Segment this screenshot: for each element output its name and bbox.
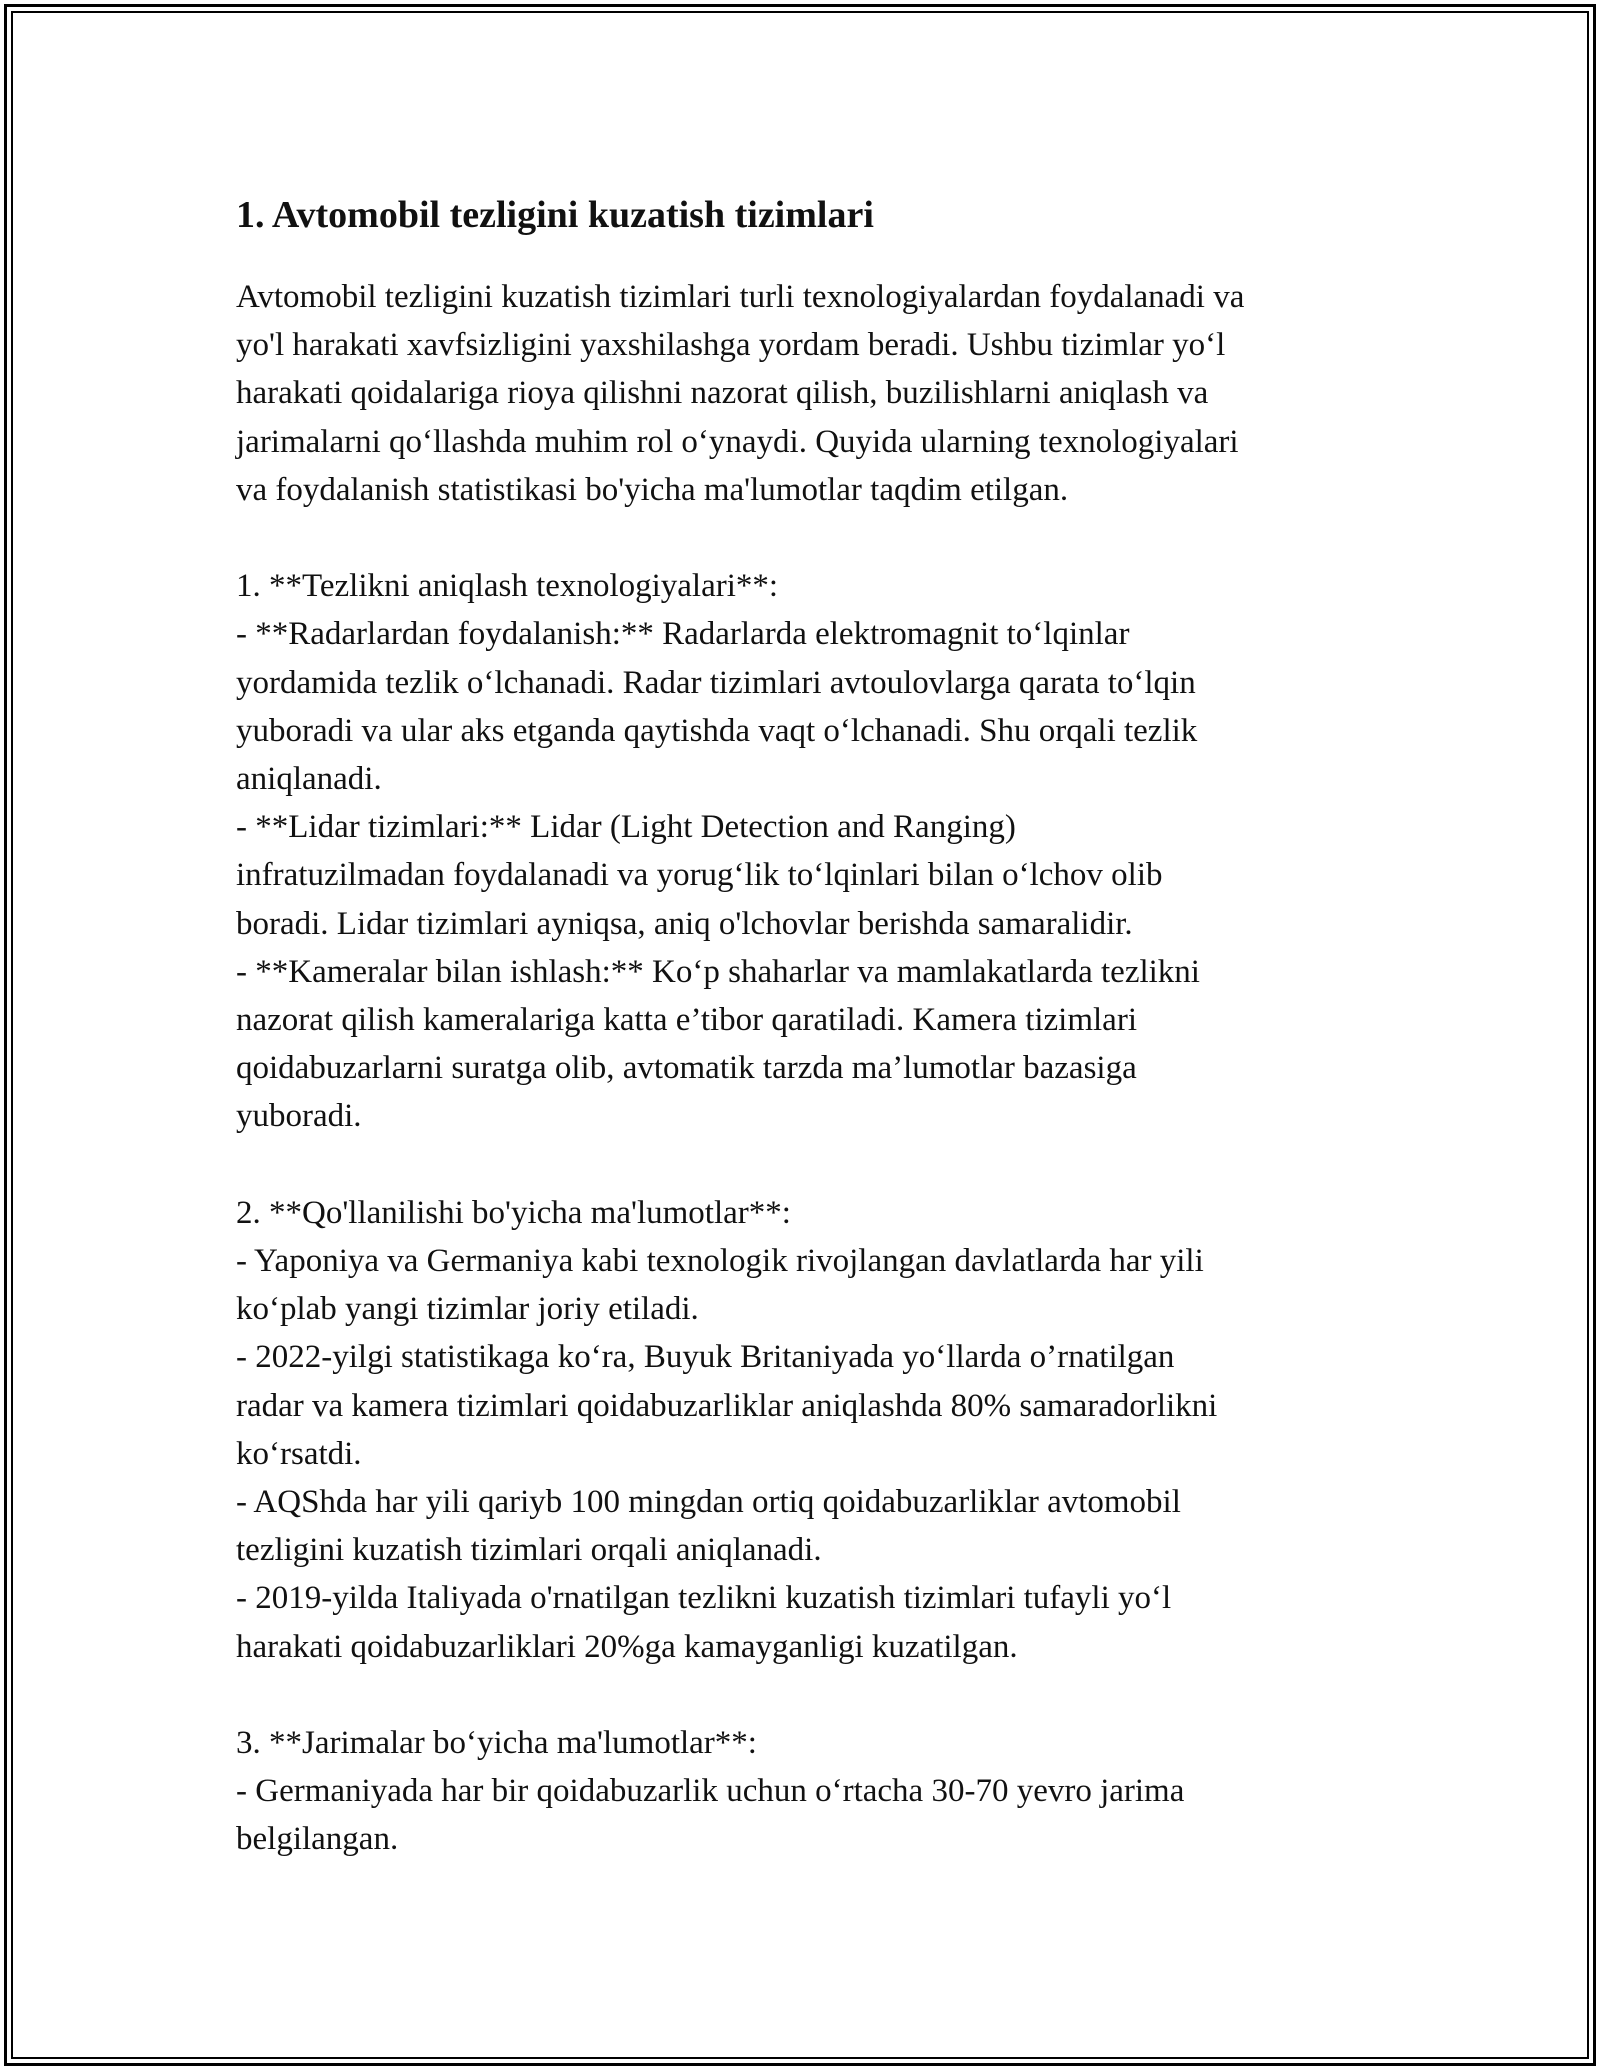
document-body (236, 185, 1376, 1864)
intro-paragraph: Avtomobil tezligini kuzatish tizimlari turli texnologiyalardan foydalanadi va yo'l harakati xavfsizligini yaxshilashga yordam beradi. Ushbu tizimlar yo‘l harakati qoidalariga rioya qilishni nazorat qilish, buzilishlarni aniqlash va jarimalarni qo‘llashda muhim rol o‘ynaydi. Quyida ularning texnologiyalari va foydalanish statistikasi bo'yicha ma'lumotlar taqdim etilgan. (236, 279, 1245, 508)
document-title: 1. Avtomobil tezligini kuzatish tizimlari (236, 194, 874, 236)
section-detection-technologies: 1. **Tezlikni aniqlash texnologiyalari**: - **Radarlardan foydalanish:** Radarlarda elektromagnit to‘lqinlar yordamida tezlik o‘lchanadi. Radar tizimlari avtoulovlarga qarata to‘lqin yuboradi va ular aks etganda qaytishda vaqt o‘lchanadi. Shu orqali tezlik aniqlanadi. - **Lidar tizimlari:** Lidar (Light Detection and Ranging) infratuzilmadan foydalanadi va yorug‘lik to‘lqinlari bilan o‘lchov olib boradi. Lidar tizimlari ayniqsa, aniq o'lchovlar berishda samaralidir. - **Kameralar bilan ishlash:** Ko‘p shaharlar va mamlakatlarda tezlikni nazorat qilish kameralariga katta e’tibor qaratiladi. Kamera tizimlari qoidabuzarlarni suratga olib, avtomatik tarzda ma’lumotlar bazasiga yuboradi. (236, 568, 1200, 1135)
section-usage-statistics: 2. **Qo'llanilishi bo'yicha ma'lumotlar**: - Yaponiya va Germaniya kabi texnologik rivojlangan davlatlarda har yili ko‘plab yangi tizimlar joriy etiladi. - 2022-yilgi statistikaga ko‘ra, Buyuk Britaniyada yo‘llarda o’rnatilgan radar va kamera tizimlari qoidabuzarliklar aniqlashda 80% samaradorlikni ko‘rsatdi. - AQShda har yili qariyb 100 mingdan ortiq qoidabuzarliklar avtomobil tezligini kuzatish tizimlari orqali aniqlanadi. - 2019-yilda Italiyada o'rnatilgan tezlikni kuzatish tizimlari tufayli yo‘l harakati qoidabuzarliklari 20%ga kamayganligi kuzatilgan. (236, 1194, 1218, 1665)
section-fines: 3. **Jarimalar bo‘yicha ma'lumotlar**: - Germaniyada har bir qoidabuzarlik uchun o‘rtacha 30-70 yevro jarima belgilangan. (236, 1725, 1185, 1858)
